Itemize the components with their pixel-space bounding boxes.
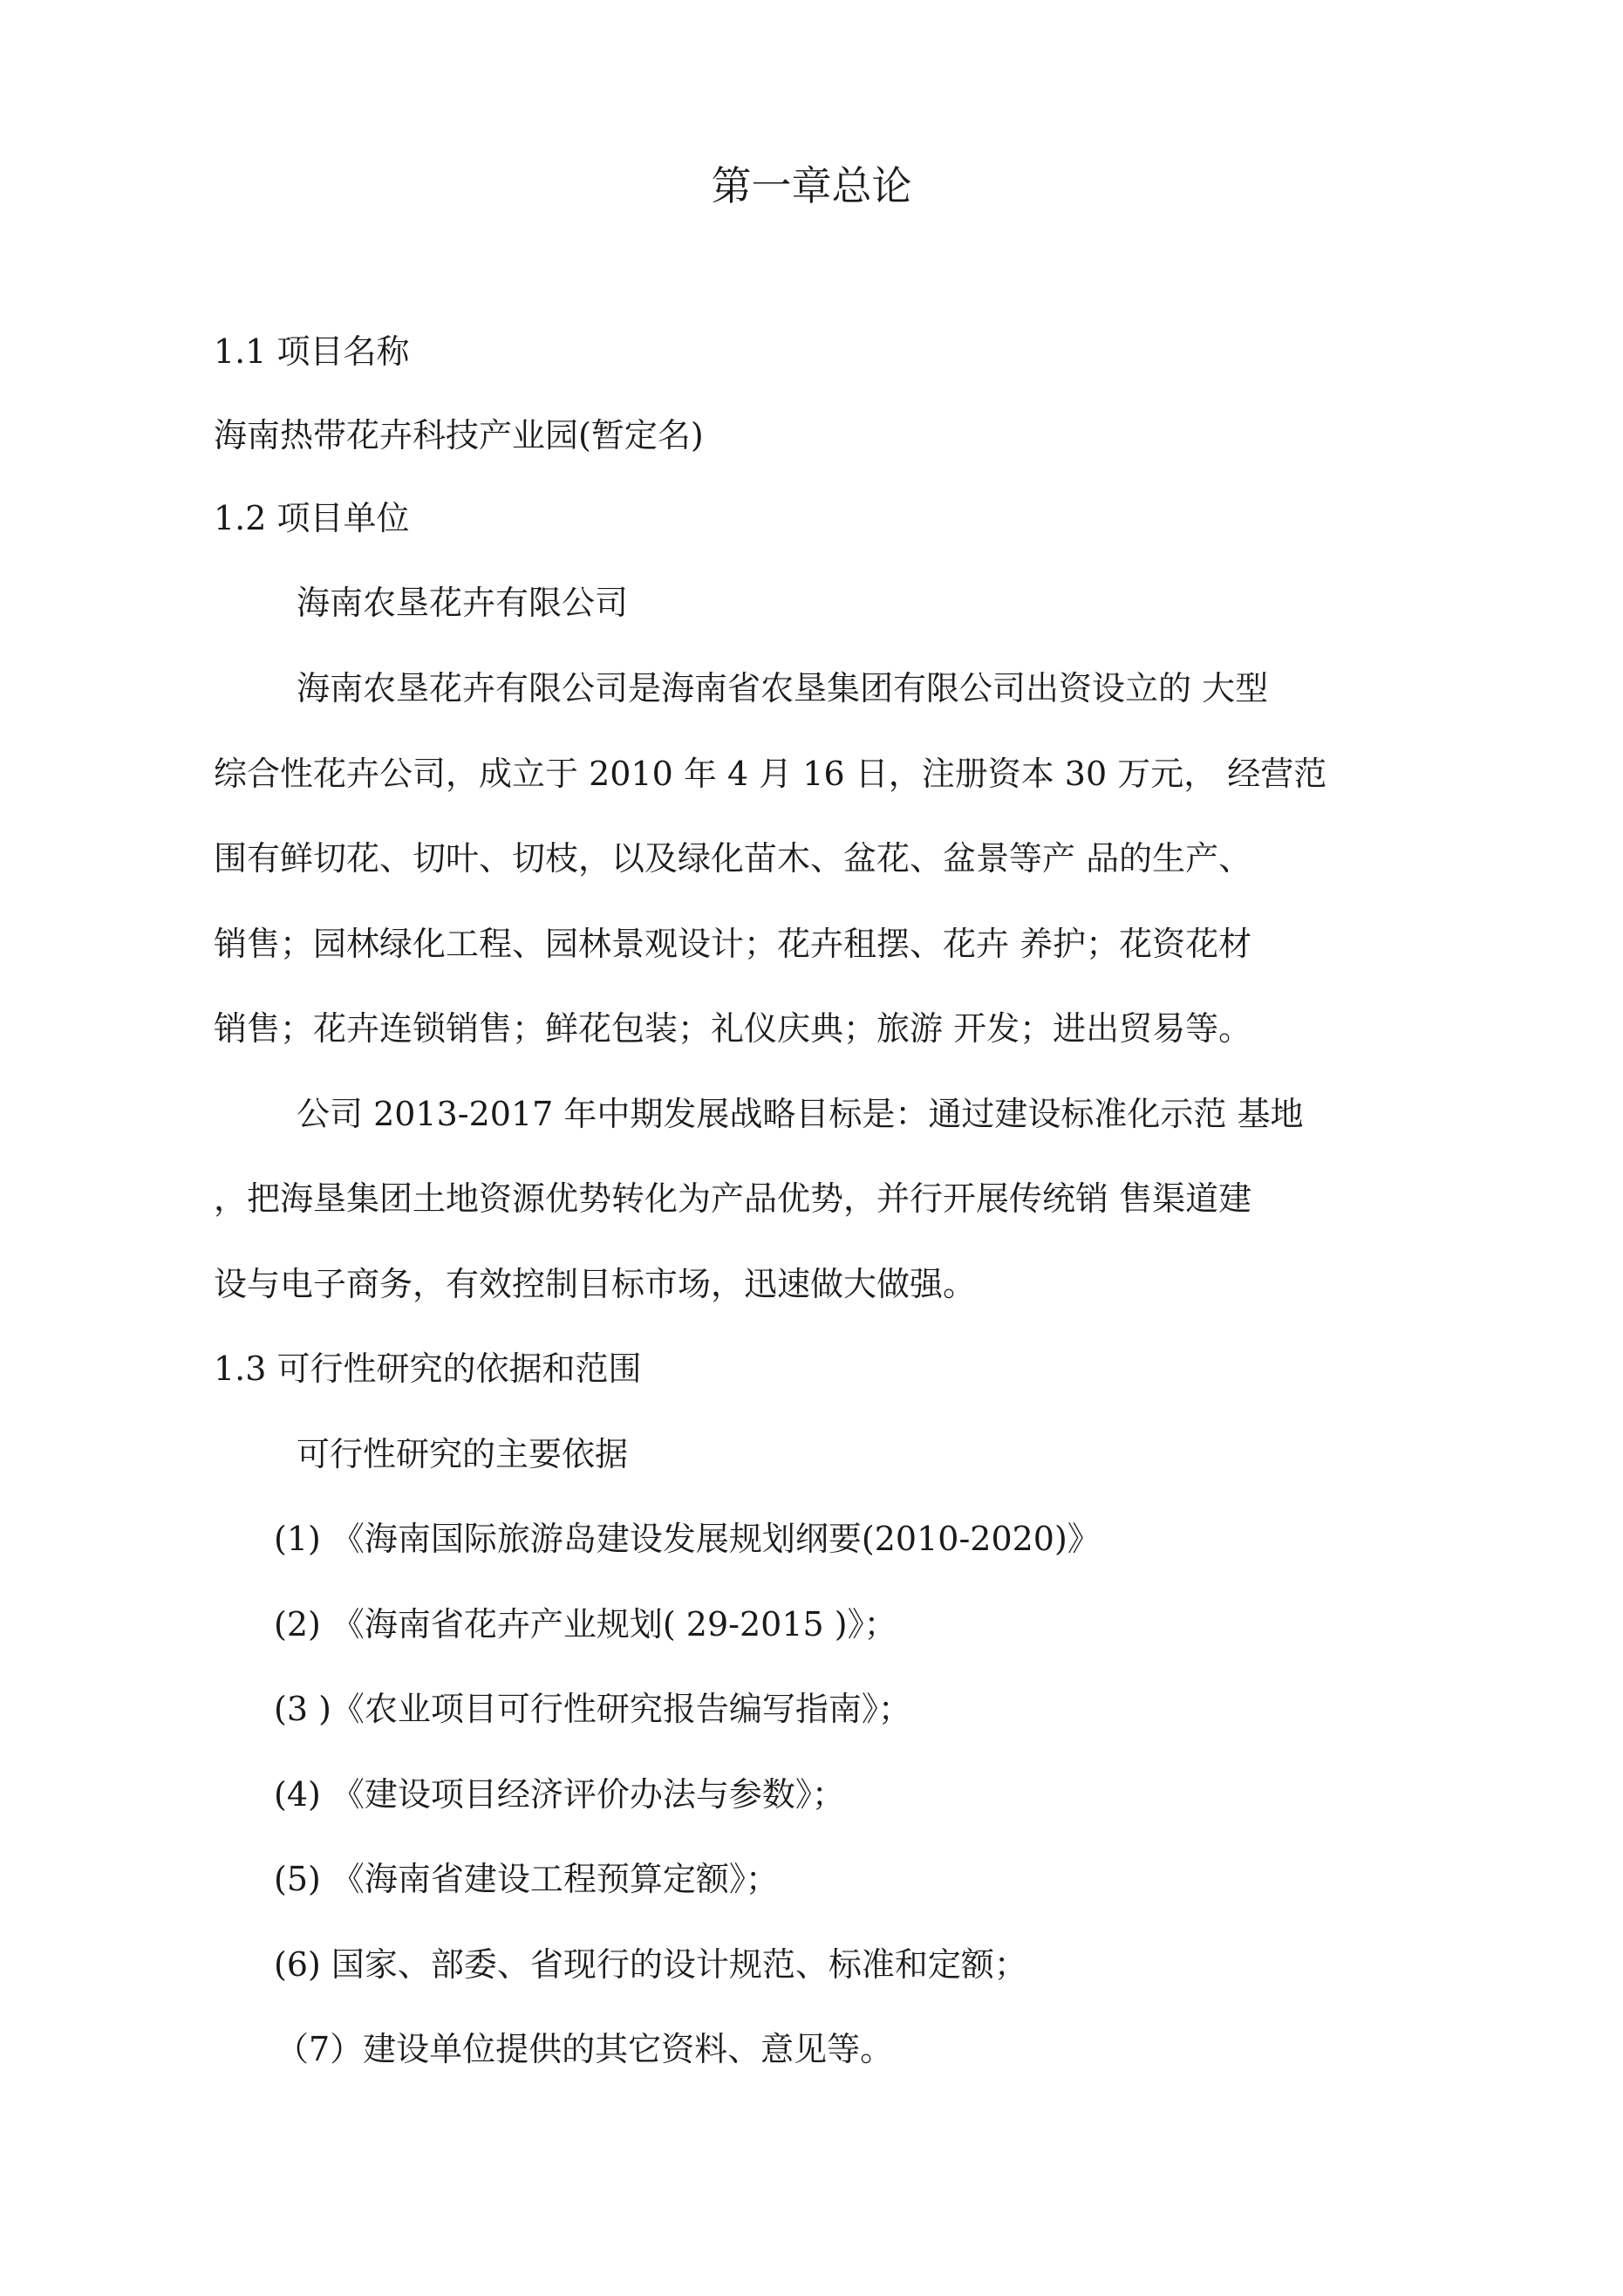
list-item: (1) 《海南国际旅游岛建设发展规划纲要(2010-2020)》 xyxy=(274,1520,1101,1558)
paragraph-line: 海南农垦花卉有限公司是海南省农垦集团有限公司出资设立的 大型 xyxy=(297,669,1269,707)
paragraph-line: 公司 2013-2017 年中期发展战略目标是：通过建设标准化示范 基地 xyxy=(297,1095,1304,1133)
list-item: (6) 国家、部委、省现行的设计规范、标准和定额； xyxy=(274,1945,1027,1984)
list-item: (3 )《农业项目可行性研究报告编写指南》； xyxy=(274,1690,911,1728)
list-item: (4) 《建设项目经济评价办法与参数》； xyxy=(274,1775,845,1814)
list-item: （7）建设单位提供的其它资料、意见等。 xyxy=(276,2030,894,2068)
subheading: 可行性研究的主要依据 xyxy=(297,1435,629,1473)
section-heading: 1.3 可行性研究的依据和范围 xyxy=(214,1350,642,1388)
list-item: (2) 《海南省花卉产业规划( 29-2015 )》； xyxy=(274,1605,897,1643)
paragraph-line: ，把海垦集团土地资源优势转化为产品优势，并行开展传统销 售渠道建 xyxy=(214,1179,1252,1218)
section-heading: 1.1 项目名称 xyxy=(214,332,410,371)
paragraph-line: 综合性花卉公司，成立于 2010 年 4 月 16 日，注册资本 30 万元， 经营范 xyxy=(214,755,1327,793)
paragraph-line: 销售；花卉连锁销售；鲜花包装；礼仪庆典；旅游 开发；进出贸易等。 xyxy=(214,1009,1252,1048)
list-item: (5) 《海南省建设工程预算定额》； xyxy=(274,1860,779,1898)
section-heading: 1.2 项目单位 xyxy=(214,499,410,537)
paragraph-line: 销售；园林绿化工程、园林景观设计；花卉租摆、花卉 养护；花资花材 xyxy=(214,925,1252,963)
unit-name: 海南农垦花卉有限公司 xyxy=(297,584,629,622)
paragraph-line: 围有鲜切花、切叶、切枝，以及绿化苗木、盆花、盆景等产 品的生产、 xyxy=(214,839,1252,878)
chapter-title: 第一章总论 xyxy=(711,162,912,209)
project-name: 海南热带花卉科技产业园(暂定名) xyxy=(214,416,704,454)
paragraph-line: 设与电子商务，有效控制目标市场，迅速做大做强。 xyxy=(214,1265,977,1303)
